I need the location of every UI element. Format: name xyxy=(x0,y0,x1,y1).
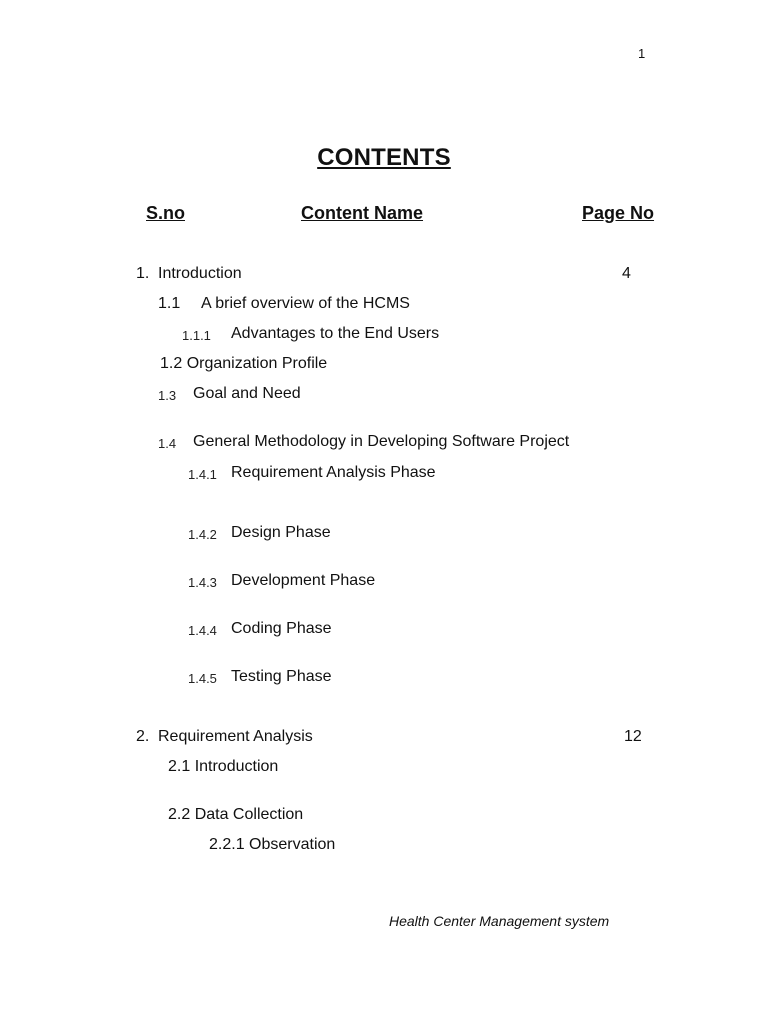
toc-entry-design-phase: Design Phase xyxy=(231,524,331,541)
toc-entry-brief-overview: A brief overview of the HCMS xyxy=(201,295,410,312)
toc-entry-data-collection: 2.2 Data Collection xyxy=(168,806,304,823)
toc-entry-general-methodology: General Methodology in Developing Software Project xyxy=(193,433,570,450)
toc-entry-goal-and-need: Goal and Need xyxy=(193,385,301,402)
toc-number-1-1-1: 1.1.1 xyxy=(182,328,211,343)
toc-number-1-4-3: 1.4.3 xyxy=(188,575,217,590)
toc-entry-introduction: Introduction xyxy=(158,265,242,282)
toc-entry-requirement-analysis-phase: Requirement Analysis Phase xyxy=(231,464,436,481)
toc-entry-observation: 2.2.1 Observation xyxy=(209,836,336,853)
toc-number-1-4-1: 1.4.1 xyxy=(188,467,217,482)
toc-page-requirement-analysis: 12 xyxy=(624,728,642,745)
column-header-page-no: Page No xyxy=(582,203,655,223)
toc-entry-2-1-introduction: 2.1 Introduction xyxy=(168,758,279,775)
toc-entry-development-phase: Development Phase xyxy=(231,572,376,589)
toc-number-1: 1. xyxy=(136,265,150,282)
toc-number-1-4-5: 1.4.5 xyxy=(188,671,217,686)
page-title: CONTENTS xyxy=(317,144,451,171)
toc-entry-organization-profile: 1.2 Organization Profile xyxy=(160,355,328,372)
toc-entry-advantages: Advantages to the End Users xyxy=(231,325,440,342)
column-header-content-name: Content Name xyxy=(301,203,424,223)
toc-number-1-4-2: 1.4.2 xyxy=(188,527,217,542)
page-number: 1 xyxy=(638,46,646,61)
toc-number-2: 2. xyxy=(136,728,150,745)
page-footer: Health Center Management system xyxy=(389,913,610,929)
toc-number-1-4-4: 1.4.4 xyxy=(188,623,217,638)
column-header-sno: S.no xyxy=(146,203,185,223)
toc-entry-coding-phase: Coding Phase xyxy=(231,620,332,637)
toc-page-introduction: 4 xyxy=(622,265,631,282)
toc-number-1-1: 1.1 xyxy=(158,295,181,312)
toc-entry-testing-phase: Testing Phase xyxy=(231,668,332,685)
toc-number-1-3: 1.3 xyxy=(158,388,177,403)
toc-number-1-4: 1.4 xyxy=(158,436,177,451)
toc-entry-requirement-analysis: Requirement Analysis xyxy=(158,728,313,745)
